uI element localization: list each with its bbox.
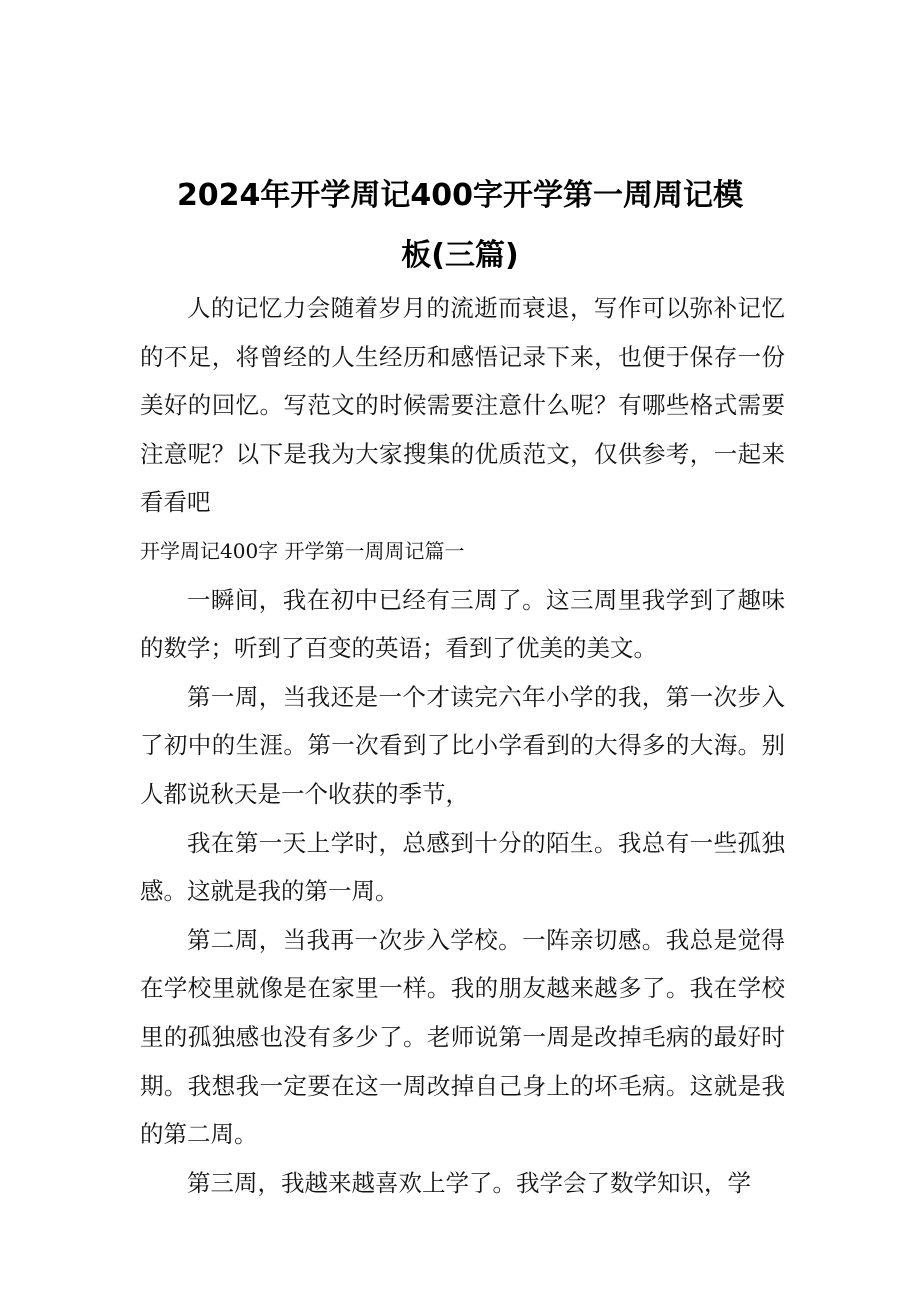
- document-body: [140, 284, 785, 1207]
- intro-paragraph: 人的记忆力会随着岁月的流逝而衰退，写作可以弥补记忆的不足，将曾经的人生经历和感悟记录下来，也便于保存一份美好的回忆。写范文的时候需要注意什么呢？有哪些格式需要注意呢？以下是我为大家搜集的优质范文，仅供参考，一起来看看吧: [140, 294, 785, 517]
- section-heading: 开学周记400字 开学第一周周记篇一: [140, 538, 465, 563]
- body-paragraph-1: 一瞬间，我在初中已经有三周了。这三周里我学到了趣味的数学；听到了百变的英语；看到了优美的美文。: [140, 585, 785, 663]
- document-title: [100, 166, 820, 286]
- body-paragraph-5: 第三周，我越来越喜欢上学了。我学会了数学知识，学: [187, 1168, 751, 1197]
- body-paragraph-3: 我在第一天上学时，总感到十分的陌生。我总有一些孤独感。这就是我的第一周。: [140, 828, 785, 906]
- title-line-2: 板(三篇): [401, 238, 519, 274]
- title-line-1: 2024年开学周记400字开学第一周周记模: [176, 178, 744, 214]
- body-paragraph-2: 第一周，当我还是一个才读完六年小学的我，第一次步入了初中的生涯。第一次看到了比小学看到的大得多的大海。别人都说秋天是一个收获的季节，: [140, 682, 785, 808]
- body-paragraph-4: 第二周，当我再一次步入学校。一阵亲切感。我总是觉得在学校里就像是在家里一样。我的朋友越来越多了。我在学校里的孤独感也没有多少了。老师说第一周是改掉毛病的最好时期。我想我一定要在这一周改掉自己身上的坏毛病。这就是我的第二周。: [140, 925, 785, 1149]
